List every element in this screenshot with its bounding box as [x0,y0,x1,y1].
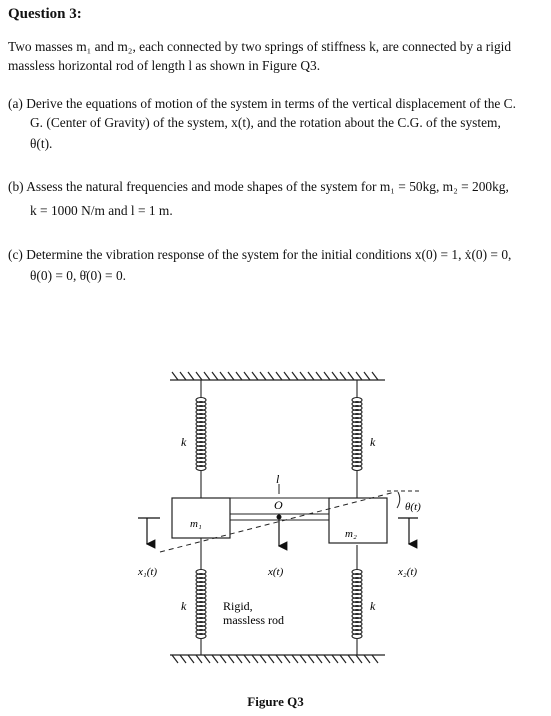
spring-right-top [352,380,362,498]
x1-arrow [138,518,160,544]
label-m2: m₂ [345,528,357,540]
label-m1: m₁ [190,518,202,530]
bottom-ground [170,655,385,663]
label-k-left-bottom: k [181,599,187,613]
part-c-line-2: θ(0) = 0, θ̇(0) = 0. [30,268,126,283]
intro-line-2: massless horizontal rod of length l as shown in Figure Q3. [8,58,321,73]
label-length: l [276,472,280,486]
question-title: Question 3: [8,6,82,22]
label-k-right-bottom: k [370,599,376,613]
figure-caption: Figure Q3 [247,694,304,709]
label-rod-line2: massless rod [223,613,284,627]
label-rod-line1: Rigid, [223,599,253,613]
spring-left-bottom [196,538,206,655]
x2-arrow [398,518,418,544]
part-b-line-2: k = 1000 N/m and l = 1 m. [30,203,173,218]
figure-q3-diagram [0,360,551,716]
intro-line-1: Two masses m₁ and m₂, each connected by two springs of stiffness k, are connected by a rigid [8,39,512,54]
theta-arc [397,492,400,508]
part-b-line-1: (b) Assess the natural frequencies and mode shapes of the system for m₁ = 50kg, m₂ = 200kg, [8,179,509,194]
length-dimension [229,484,329,498]
mass-m2 [329,498,387,543]
part-a-line-1: (a) Derive the equations of motion of the system in terms of the vertical displacement of the C. [8,96,516,111]
top-ground [170,372,385,380]
label-k-left-top: k [181,435,187,449]
center-of-gravity-point [277,515,282,520]
label-x2: x₂(t) [398,566,418,578]
spring-left-top [196,380,206,498]
part-c-line-1: (c) Determine the vibration response of the system for the initial conditions x(0) = 1, ẋ(0) = 0, [8,247,512,262]
label-x: x(t) [268,566,284,578]
label-O: O [274,498,283,512]
part-a-line-2: G. (Center of Gravity) of the system, x(t), and the rotation about the C.G. of the system, [30,115,501,130]
label-x1: x₁(t) [138,566,158,578]
part-a-line-3: θ(t). [30,136,53,151]
label-theta: θ(t) [405,501,421,513]
spring-right-bottom [352,545,362,655]
label-k-right-top: k [370,435,376,449]
